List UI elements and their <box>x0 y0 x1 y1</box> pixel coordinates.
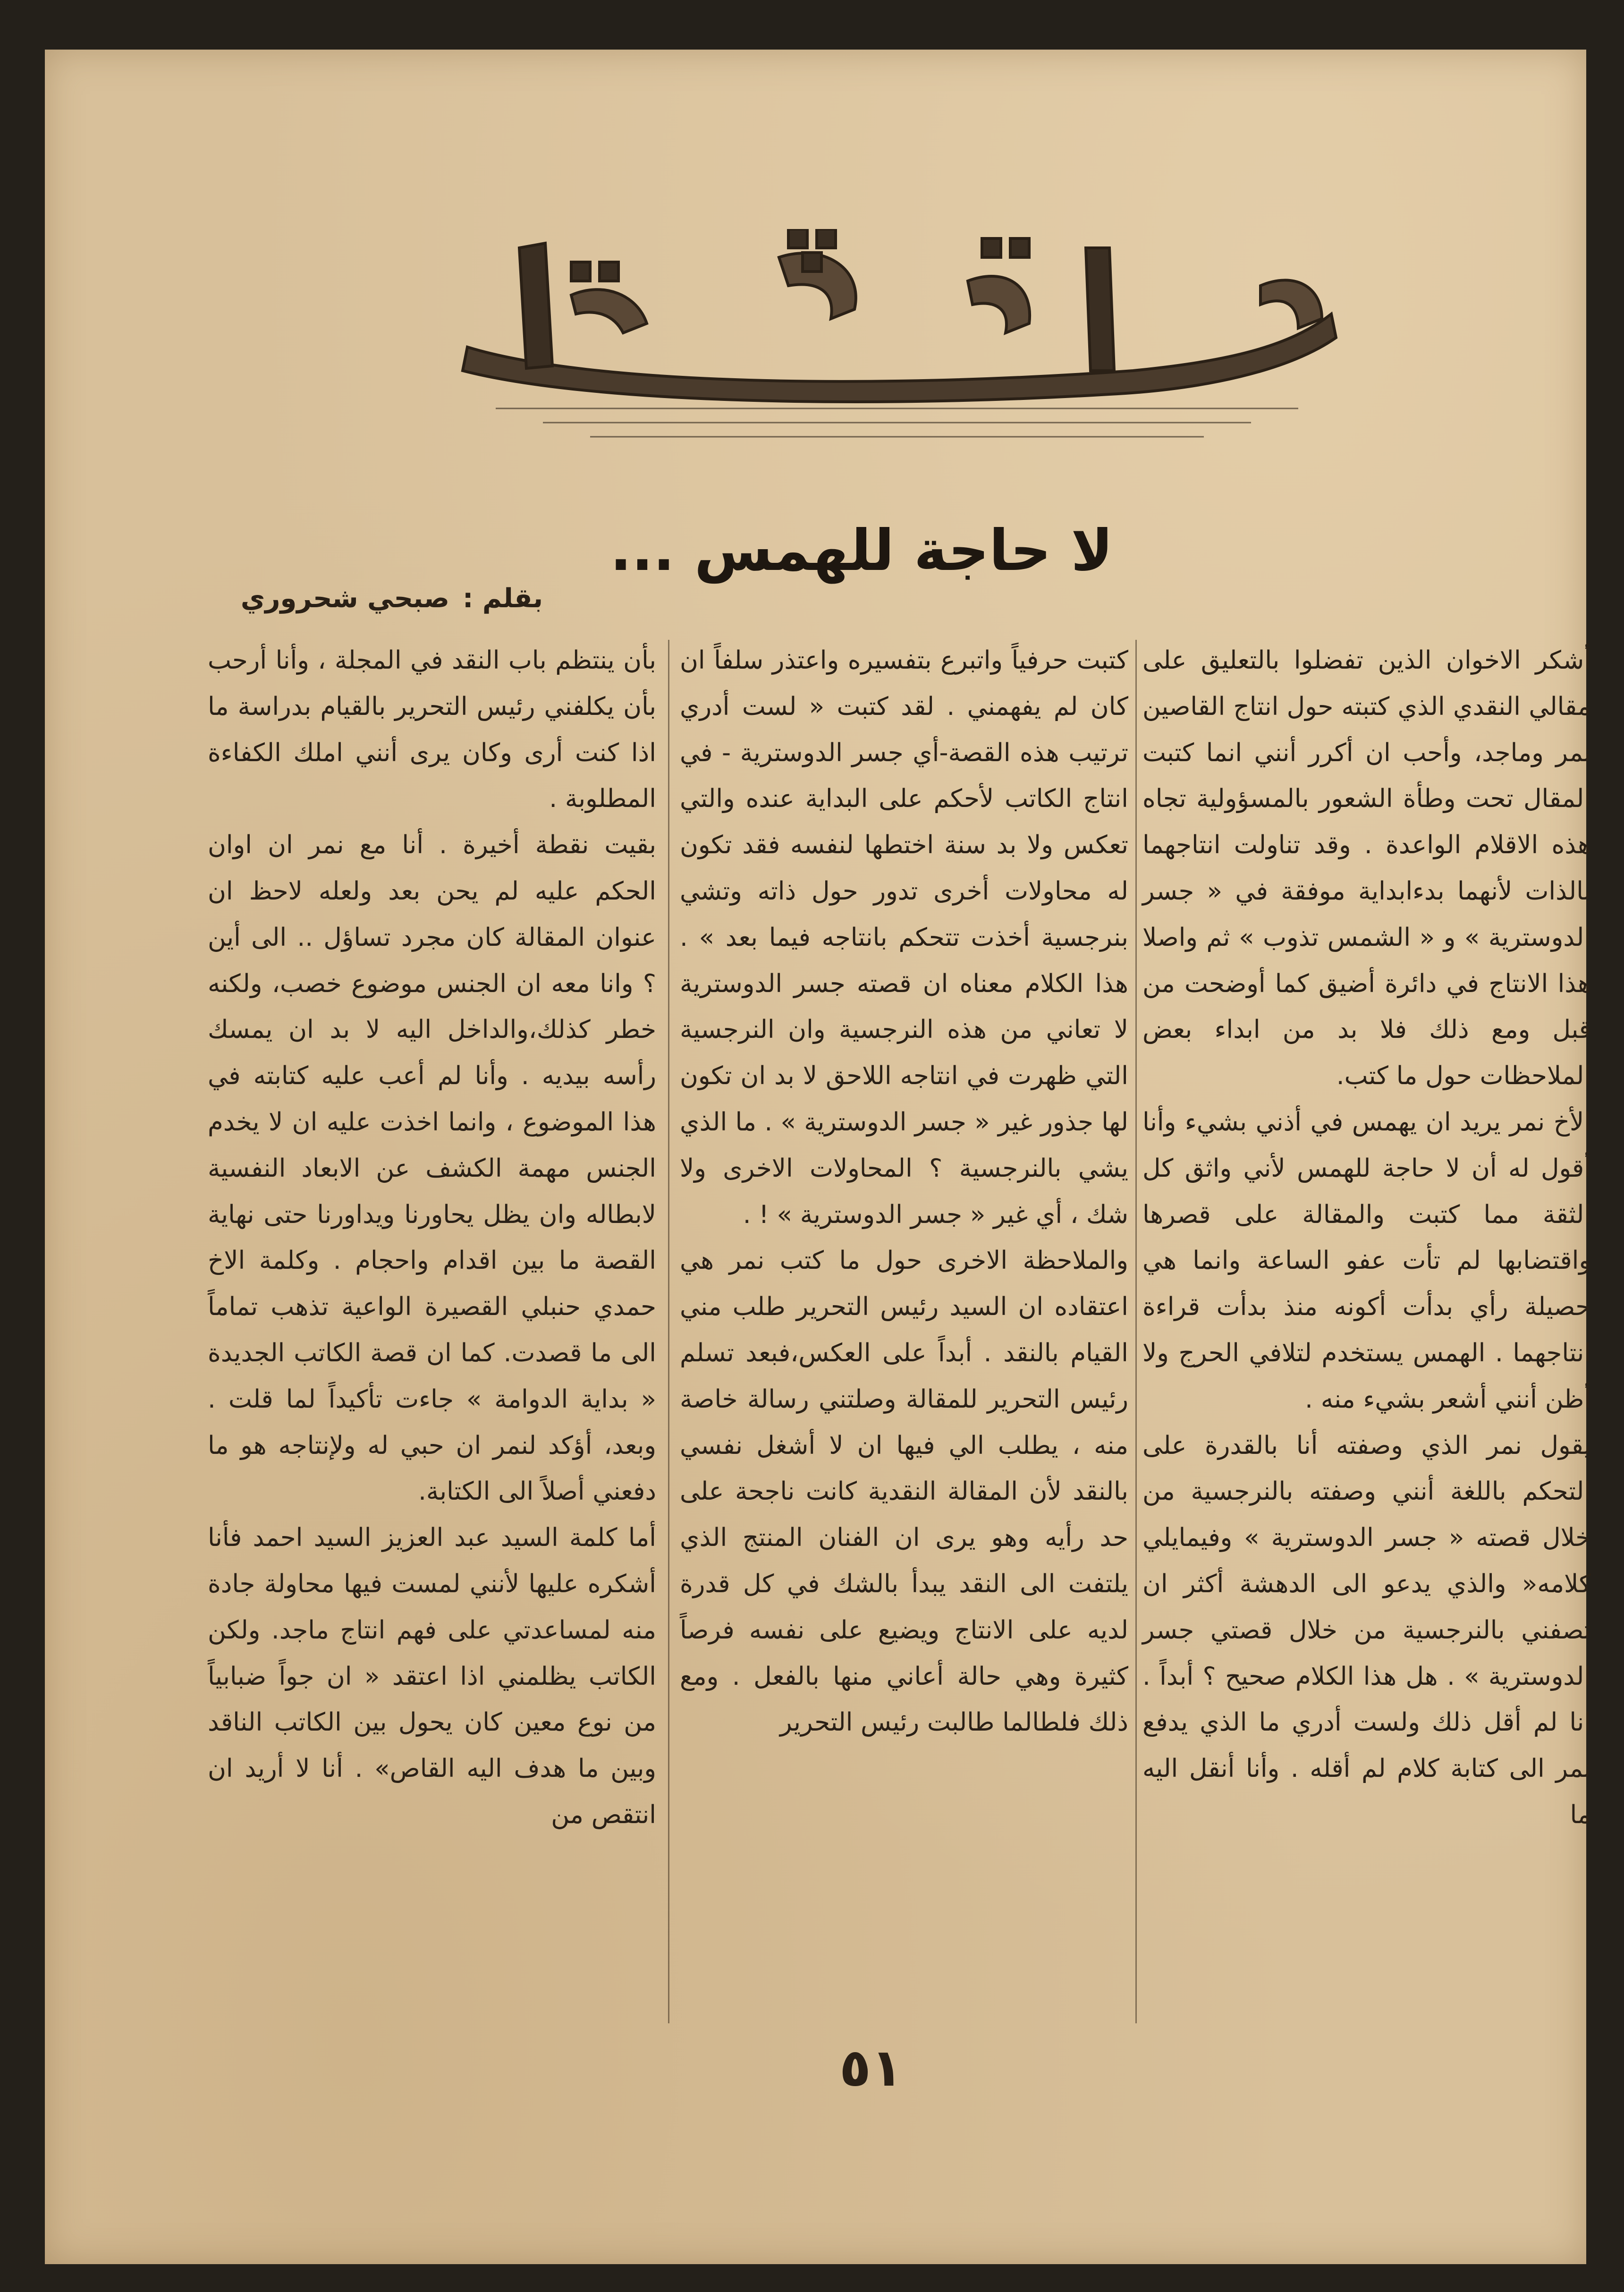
paragraph: كتبت حرفياً واتبرع بتفسيره واعتذر سلفاً ان كان لم يفهمني . لقد كتبت « لست أدري ترتيب هذه القصة-أي جسر الدوسترية - في انتاج الكاتب لأحكم على البداية عنده والتي تعكس ولا بد سنة اختطها لنفسه فقد تكون له محاولات أخرى تدور حول ذاته وتشي بنرجسية أخذت تتحكم بانتاجه فيما بعد » . هذا الكلام معناه ان قصته جسر الدوسترية لا تعاني من هذه النرجسية وان النرجسية التي ظهرت في انتاجه اللاحق لا بد ان تكون لها جذور غير « جسر الدوسترية » . ما الذي يشي بالنرجسية ؟ المحاولات الاخرى ولا شك ، أي غير « جسر الدوسترية » ! . <box>680 646 1128 1229</box>
text-column-left <box>208 637 656 2026</box>
paragraph: بقيت نقطة أخيرة . أنا مع نمر ان اوان الحكم عليه لم يحن بعد ولعله لاحظ ان عنوان المقالة كان مجرد تساؤل .. الى أين ؟ وانا معه ان الجنس موضوع خصب، ولكنه خطر كذلك،والداخل اليه لا بد ان يمسك رأسه بيديه . وأنا لم أعب عليه كتابته في هذا الموضوع ، وانما اخذت عليه ان لا يخدم الجنس مهمة الكشف عن الابعاد النفسية لابطاله وان يظل يحاورنا ويداورنا حتى نهاية القصة ما بين اقدام واحجام . وكلمة الاخ حمدي حنبلي القصيرة الواعية تذهب تماماً الى ما قصدت. كما ان قصة الكاتب الجديدة « بداية الدوامة » جاءت تأكيداً لما قلت . وبعد، أؤكد لنمر ان حبي له ولإنتاجه هو ما دفعني أصلاً الى الكتابة. <box>208 831 656 1506</box>
text-column-middle <box>680 637 1128 2026</box>
paragraph: أشكر الاخوان الذين تفضلوا بالتعليق على مقالي النقدي الذي كتبته حول انتاج القاصين نمر وماجد، وأحب ان أكرر أنني انما كتبت المقال تحت وطأة الشعور بالمسؤولية تجاه هذه الاقلام الواعدة . وقد تناولت انتاجهما بالذات لأنهما بدءابداية موفقة في « جسر الدوسترية » و « الشمس تذوب » ثم واصلا هذا الانتاج في دائرة أضيق كما أوضحت من قبل ومع ذلك فلا بد من ابداء بعض الملاحظات حول ما كتب. <box>1142 646 1591 1091</box>
text-column-right <box>1142 637 1591 2026</box>
byline-prefix: بقلم : <box>463 583 543 614</box>
byline <box>71 583 543 614</box>
paragraph: أما كلمة السيد عبد العزيز السيد احمد فأنا أشكره عليها لأنني لمست فيها محاولة جادة منه لمساعدتي على فهم انتاج ماجد. ولكن الكاتب يظلمني اذا اعتقد « ان جواً ضبابياً من نوع معين كان يحول بين الكاتب الناقد وبين ما هدف اليه القاص» . أنا لا أريد ان انتقص من <box>208 1523 656 1829</box>
masthead-logo-image <box>448 229 1350 451</box>
column-divider <box>668 640 669 2023</box>
paragraph: الأخ نمر يريد ان يهمس في أذني بشيء وأنا أقول له أن لا حاجة للهمس لأني واثق كل الثقة مما كتبت والمقالة على قصرها واقتضابها لم تأت عفو الساعة وانما هي حصيلة رأي بدأت أكونه منذ بدأت قراءة انتاجهما . الهمس يستخدم لتلافي الحرج ولا أظن أنني أشعر بشيء منه . <box>1142 1107 1591 1414</box>
paragraph: يقول نمر الذي وصفته أنا بالقدرة على التحكم باللغة أنني وصفته بالنرجسية من خلال قصته « جسر الدوسترية » وفيمايلي كلامه« والذي يدعو الى الدهشة أكثر ان تصفني بالنرجسية من خلال قصتي جسر الدوسترية » . هل هذا الكلام صحيح ؟ أبداً . انا لم أقل ذلك ولست أدري ما الذي يدفع نمر الى كتابة كلام لم أقله . وأنا أنقل اليه ما <box>1142 1431 1591 1829</box>
column-divider <box>1135 640 1137 2023</box>
masthead-calligraphy-logo <box>448 229 1350 451</box>
article-title: لا حاجة للهمس ... <box>610 518 1113 584</box>
page-number: ٥١ <box>839 2037 903 2098</box>
paragraph: بأن ينتظم باب النقد في المجلة ، وأنا أرحب بأن يكلفني رئيس التحرير بالقيام بدراسة ما اذا كنت أرى وكان يرى أنني املك الكفاءة المطلوبة . <box>208 646 656 814</box>
magazine-page <box>45 50 1591 2264</box>
author-name: صبحي شحروري <box>240 583 449 614</box>
paragraph: والملاحظة الاخرى حول ما كتب نمر هي اعتقاده ان السيد رئيس التحرير طلب مني القيام بالنقد . أبداً على العكس،فبعد تسلم رئيس التحرير للمقالة وصلتني رسالة خاصة منه ، يطلب الي فيها ان لا أشغل نفسي بالنقد لأن المقالة النقدية كانت ناجحة على حد رأيه وهو يرى ان الفنان المنتج الذي يلتفت الى النقد يبدأ بالشك في كل قدرة لديه على الانتاج ويضيع على نفسه فرصاً كثيرة وهي حالة أعاني منها بالفعل . ومع ذلك فلطالما طالبت رئيس التحرير <box>680 1246 1128 1737</box>
